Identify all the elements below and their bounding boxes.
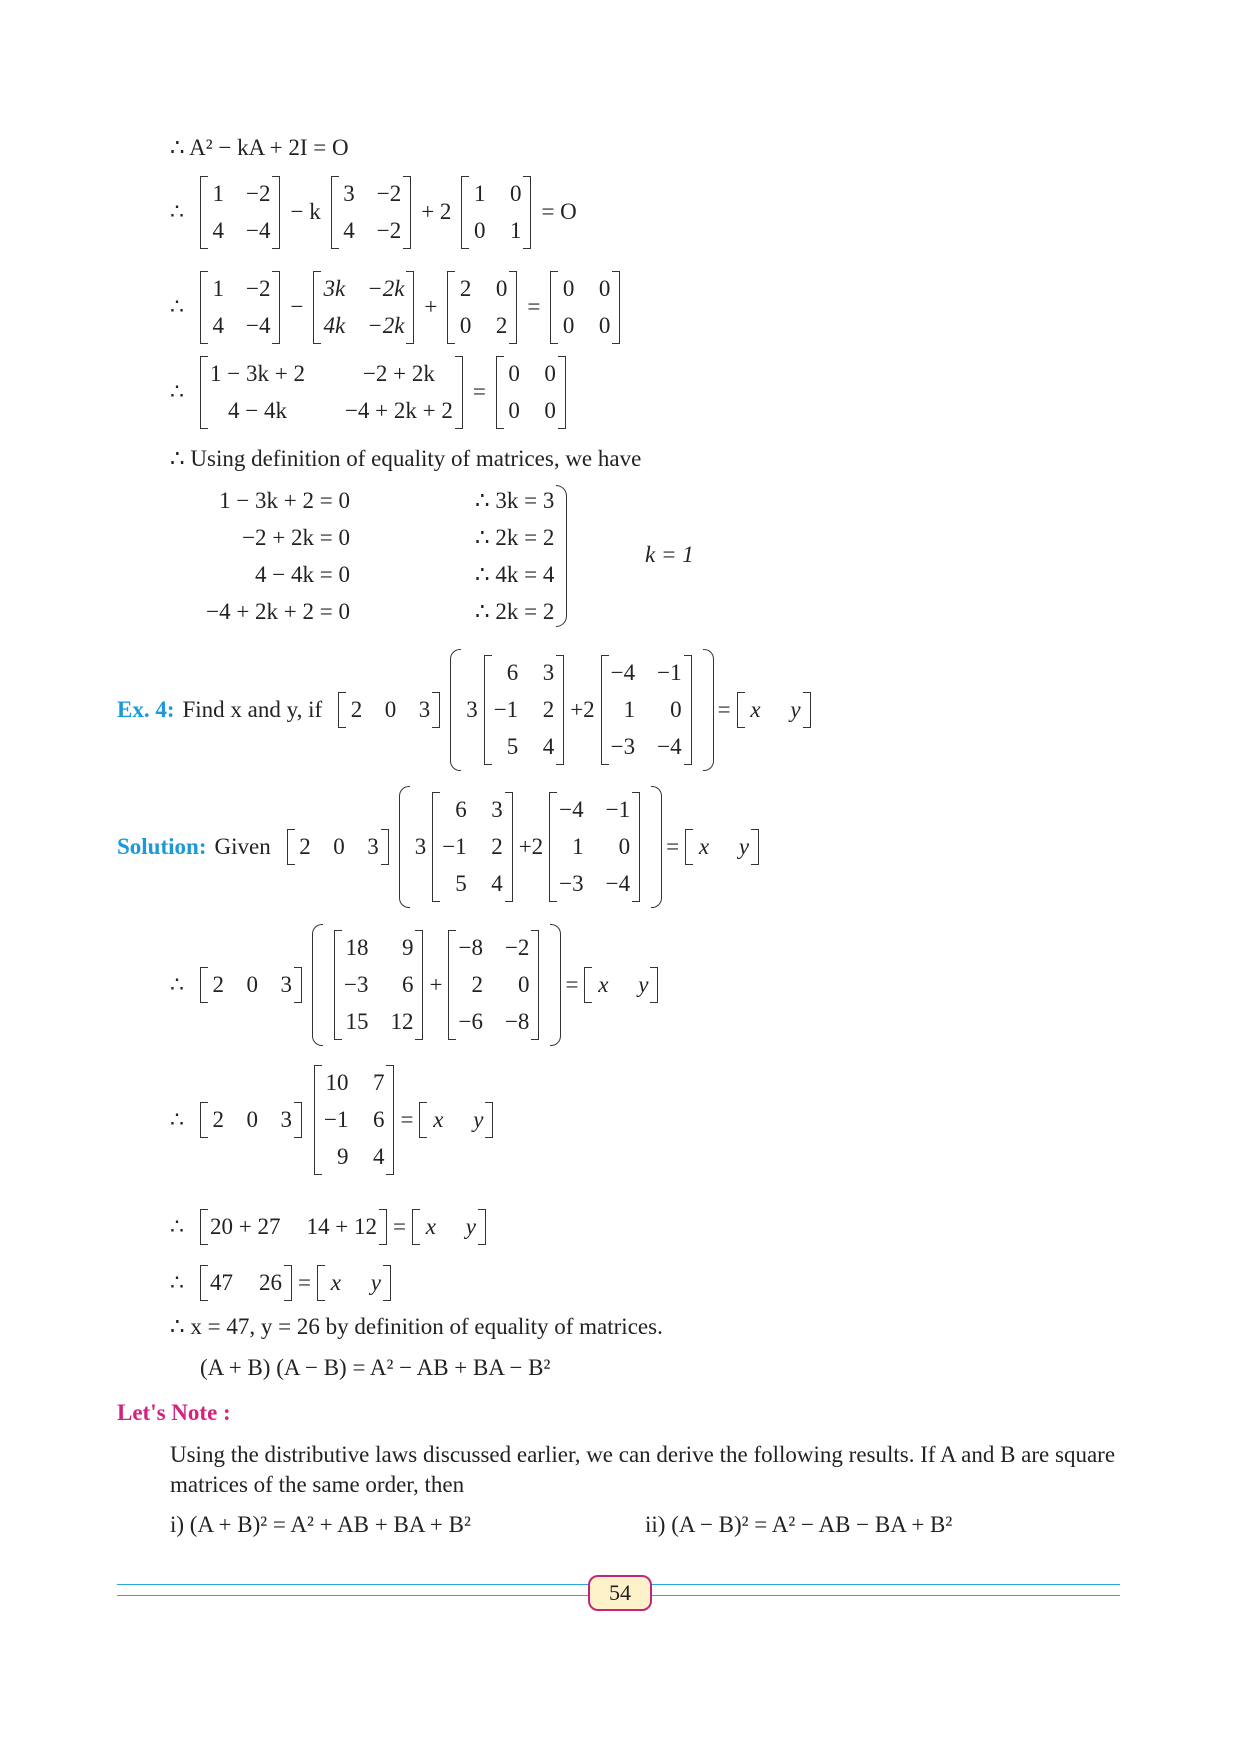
- matrix-sum-3x2: 10 7 −1 6 9 4: [314, 1065, 394, 1175]
- matrix-Q: −4 −1 1 0 −3 −4: [601, 655, 692, 765]
- matrix-A-2: 1 −2 4 −4: [200, 271, 280, 344]
- right-brace: [556, 485, 567, 627]
- matrix-P: 6 3 −1 2 5 4: [484, 655, 564, 765]
- matrix-sum: 1 − 3k + 2 −2 + 2k 4 − 4k −4 + 2k + 2: [200, 356, 463, 429]
- matrix-zero: 0 0 0 0: [550, 271, 620, 344]
- matrix-A-again: 3 −2 4 −2: [331, 176, 411, 249]
- equations-right: ∴ 3k = 3 ∴ 2k = 2 ∴ 4k = 4 ∴ 2k = 2: [475, 488, 555, 624]
- curly-group: 3 6 3 −1 2 5 4 +2 −4 −1 1 0 −3 −4: [450, 649, 713, 771]
- row-vector-xy: x y: [737, 692, 811, 728]
- matrix-identity: 1 0 0 1: [461, 176, 531, 249]
- equations-left: 1 − 3k + 2 = 0 −2 + 2k = 0 4 − 4k = 0 −4 + 2k + 2 = 0: [206, 488, 350, 624]
- matrix-zero-2: 0 0 0 0: [496, 356, 566, 429]
- matrix-2Q: −8 −2 2 0 −6 −8: [448, 930, 539, 1040]
- lets-note-heading: Let's Note :: [117, 1400, 231, 1425]
- matrix-3P: 18 9 −3 6 15 12: [334, 930, 423, 1040]
- matrix-2I: 2 0 0 2: [447, 271, 517, 344]
- solution-label: Solution:: [117, 834, 207, 859]
- matrix-kA: 3k −2k 4k −2k: [313, 271, 414, 344]
- page-number: 54: [588, 1575, 652, 1611]
- matrix-A: 1 −2 4 −4: [200, 176, 280, 249]
- example-label: Ex. 4:: [117, 697, 175, 722]
- note-paragraph: Using the distributive laws discussed earlier, we can derive the following results. If A and B are square matrices of the same order, then: [170, 1442, 1116, 1497]
- row-vector-203: 2 0 3: [338, 692, 440, 728]
